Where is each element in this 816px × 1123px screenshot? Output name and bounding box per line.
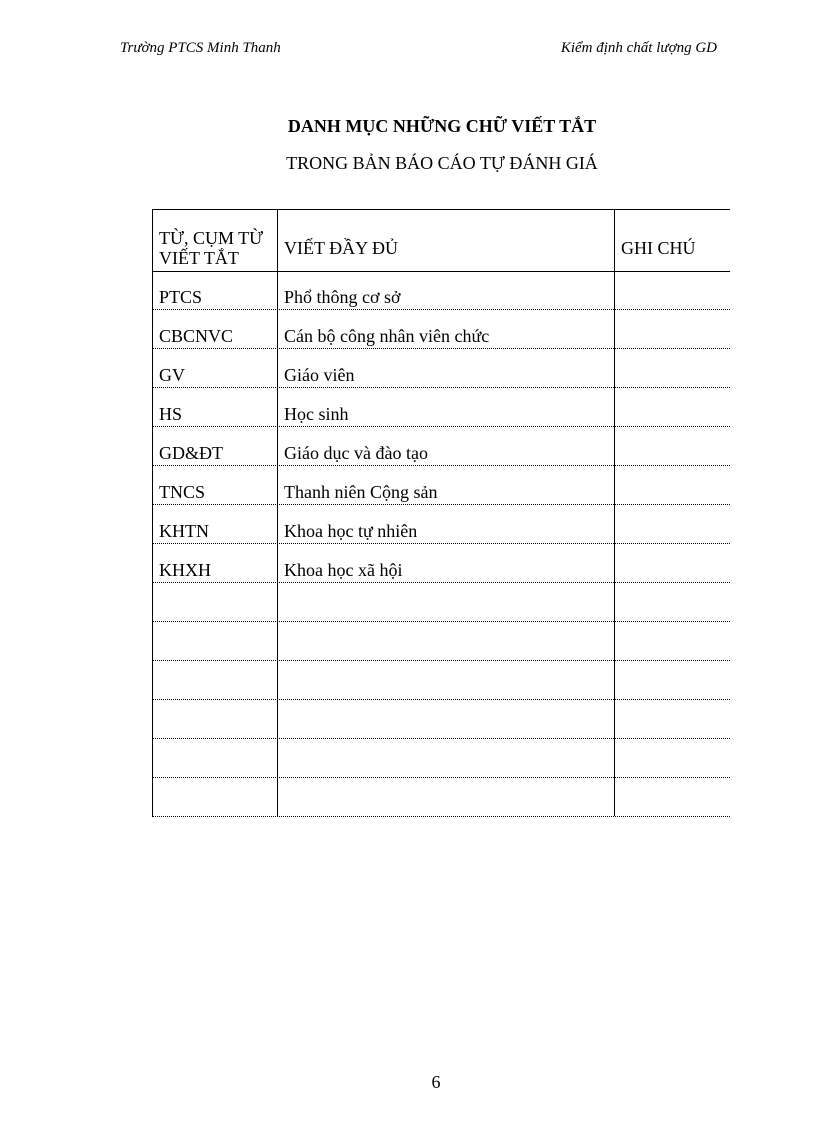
full-form-cell: Thanh niên Cộng sản (284, 482, 438, 502)
table-row (152, 622, 730, 661)
document-title: DANH MỤC NHỮNG CHỮ VIẾT TẮT (287, 116, 597, 136)
full-form-cell: Giáo dục và đào tạo (284, 443, 428, 463)
column-header-abbreviation (159, 228, 263, 268)
full-form-cell: Khoa học tự nhiên (284, 521, 418, 541)
table-row (152, 544, 730, 583)
abbreviation-cell: KHTN (159, 521, 209, 541)
full-form-cell: Cán bộ công nhân viên chức (284, 326, 490, 346)
abbreviation-cell: GD&ĐT (159, 443, 223, 463)
column-header-full-form: VIẾT ĐẦY ĐỦ (284, 238, 398, 258)
full-form-cell: Phổ thông cơ sở (284, 287, 401, 307)
running-header-topic: Kiểm định chất lượng GD (560, 40, 717, 56)
abbreviation-cell: CBCNVC (159, 326, 234, 346)
table-row (152, 466, 730, 505)
table-header-row (152, 209, 730, 272)
running-header-school: Trường PTCS Minh Thanh (120, 40, 281, 56)
table-row (152, 349, 730, 388)
column-header-note: GHI CHÚ (621, 238, 696, 258)
abbreviation-cell: HS (159, 404, 183, 424)
table-row (152, 583, 730, 622)
table-row (152, 388, 730, 427)
full-form-cell: Giáo viên (284, 365, 355, 385)
abbreviation-cell: GV (159, 365, 185, 385)
column-header-abbreviation-line2: VIẾT TẮT (159, 248, 239, 268)
table-row (152, 310, 730, 349)
table-row (152, 427, 730, 466)
document-subtitle: TRONG BẢN BÁO CÁO TỰ ĐÁNH GIÁ (286, 153, 598, 173)
abbreviation-cell: TNCS (159, 482, 206, 502)
table-body (152, 271, 730, 817)
table-row (152, 778, 730, 817)
abbreviation-cell: PTCS (159, 287, 203, 307)
table-row (152, 271, 730, 310)
full-form-cell: Học sinh (284, 404, 349, 424)
abbreviation-table (152, 209, 730, 816)
abbreviation-cell: KHXH (159, 560, 211, 580)
table-row (152, 505, 730, 544)
page-number: 6 (431, 1072, 441, 1092)
table-row (152, 700, 730, 739)
full-form-cell: Khoa học xã hội (284, 560, 403, 580)
table-row (152, 739, 730, 778)
column-header-abbreviation-line1: TỪ, CỤM TỪ (159, 228, 264, 248)
table-row (152, 661, 730, 700)
